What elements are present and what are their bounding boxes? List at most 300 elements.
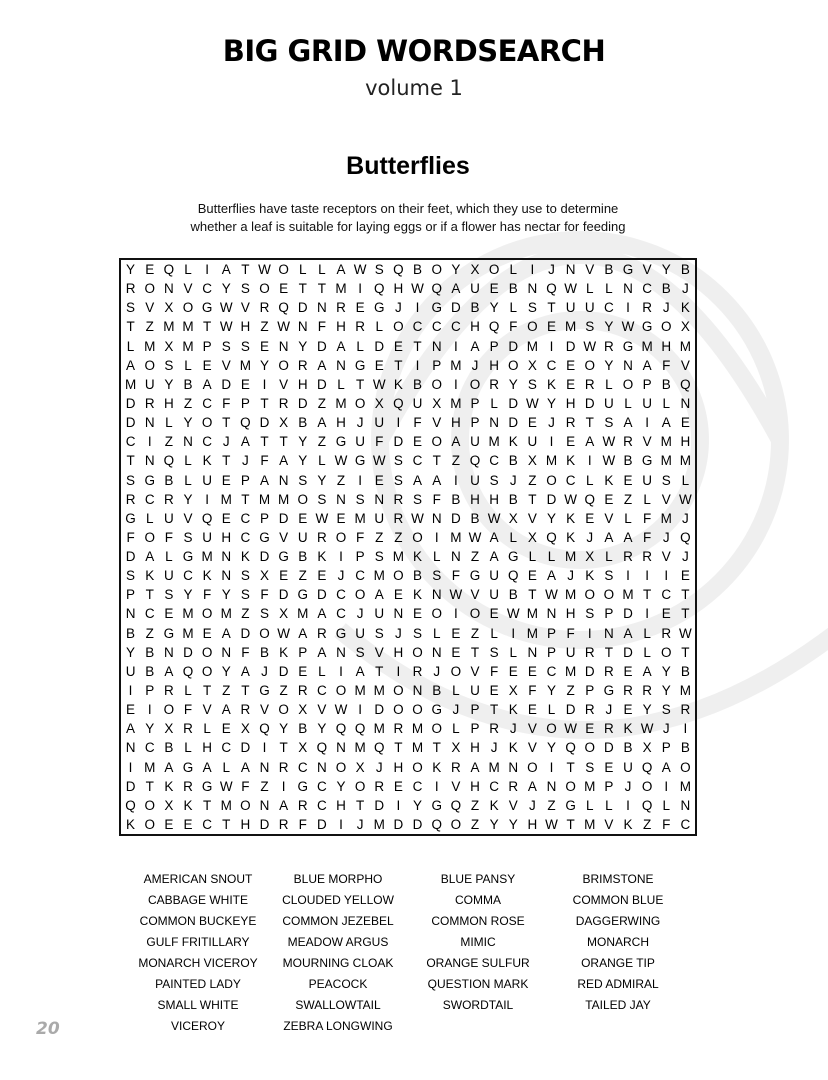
grid-cell[interactable]: P xyxy=(298,644,308,660)
grid-cell[interactable]: Y xyxy=(642,702,652,718)
grid-cell[interactable]: M xyxy=(201,549,213,565)
grid-cell[interactable]: C xyxy=(336,606,346,622)
grid-cell[interactable]: W xyxy=(334,453,348,469)
grid-cell[interactable]: Y xyxy=(298,453,308,469)
grid-cell[interactable]: B xyxy=(259,644,269,660)
grid-cell[interactable]: C xyxy=(202,816,212,832)
grid-cell[interactable]: W xyxy=(372,453,386,469)
grid-cell[interactable]: R xyxy=(163,682,174,698)
grid-cell[interactable]: N xyxy=(546,778,557,794)
grid-cell[interactable]: K xyxy=(566,453,576,469)
grid-cell[interactable]: N xyxy=(393,606,404,622)
grid-cell[interactable]: I xyxy=(549,338,554,354)
grid-cell[interactable]: W xyxy=(411,510,424,526)
grid-cell[interactable]: R xyxy=(623,434,633,450)
grid-cell[interactable]: D xyxy=(623,606,633,622)
grid-cell[interactable]: F xyxy=(241,778,250,794)
grid-cell[interactable]: U xyxy=(355,625,366,641)
grid-cell[interactable]: T xyxy=(413,338,422,354)
grid-cell[interactable]: R xyxy=(604,338,614,354)
grid-cell[interactable]: S xyxy=(126,472,136,488)
grid-cell[interactable]: U xyxy=(374,415,385,431)
grid-cell[interactable]: A xyxy=(202,759,212,775)
grid-cell[interactable]: K xyxy=(604,472,614,488)
grid-cell[interactable]: Q xyxy=(354,721,366,737)
grid-cell[interactable]: E xyxy=(259,338,269,354)
grid-cell[interactable]: G xyxy=(125,510,136,526)
grid-cell[interactable]: K xyxy=(489,797,499,813)
grid-cell[interactable]: T xyxy=(241,491,250,507)
grid-cell[interactable]: T xyxy=(432,453,441,469)
grid-cell[interactable]: S xyxy=(393,453,403,469)
grid-cell[interactable]: X xyxy=(432,395,442,411)
grid-cell[interactable]: Y xyxy=(546,682,556,698)
grid-cell[interactable]: M xyxy=(526,338,538,354)
grid-cell[interactable]: O xyxy=(412,644,423,660)
grid-cell[interactable]: U xyxy=(642,395,653,411)
grid-cell[interactable]: F xyxy=(260,453,269,469)
grid-cell[interactable]: H xyxy=(470,319,480,335)
grid-cell[interactable]: T xyxy=(260,434,269,450)
grid-cell[interactable]: F xyxy=(183,702,193,718)
grid-cell[interactable]: C xyxy=(412,453,423,469)
grid-cell[interactable]: N xyxy=(623,357,633,373)
grid-cell[interactable]: F xyxy=(432,491,441,507)
grid-cell[interactable]: T xyxy=(547,300,556,316)
grid-cell[interactable]: I xyxy=(396,415,401,431)
grid-cell[interactable]: J xyxy=(433,663,441,679)
grid-cell[interactable]: Z xyxy=(470,797,480,813)
grid-cell[interactable]: M xyxy=(182,319,194,335)
grid-cell[interactable]: A xyxy=(336,262,346,278)
grid-cell[interactable]: A xyxy=(451,281,461,297)
grid-cell[interactable]: O xyxy=(622,376,634,392)
grid-cell[interactable]: C xyxy=(144,491,155,507)
grid-cell[interactable]: K xyxy=(432,759,442,775)
grid-cell[interactable]: I xyxy=(664,778,669,794)
grid-cell[interactable]: L xyxy=(586,281,594,297)
grid-cell[interactable]: S xyxy=(413,625,423,641)
grid-cell[interactable]: O xyxy=(144,357,155,373)
grid-cell[interactable]: L xyxy=(624,395,632,411)
grid-cell[interactable]: I xyxy=(415,300,420,316)
grid-cell[interactable]: O xyxy=(144,797,155,813)
grid-cell[interactable]: S xyxy=(604,568,614,584)
grid-cell[interactable]: M xyxy=(297,606,309,622)
grid-cell[interactable]: J xyxy=(395,300,402,316)
grid-cell[interactable]: Y xyxy=(661,682,671,698)
grid-cell[interactable]: W xyxy=(602,453,616,469)
grid-cell[interactable]: S xyxy=(126,568,136,584)
grid-cell[interactable]: L xyxy=(337,376,345,392)
grid-cell[interactable]: R xyxy=(642,682,653,698)
grid-cell[interactable]: D xyxy=(317,376,327,392)
grid-cell[interactable]: W xyxy=(277,319,290,335)
grid-cell[interactable]: W xyxy=(679,491,692,507)
grid-cell[interactable]: Q xyxy=(163,453,175,469)
grid-cell[interactable]: S xyxy=(298,472,308,488)
grid-cell[interactable]: S xyxy=(527,300,537,316)
grid-cell[interactable]: O xyxy=(507,357,519,373)
grid-cell[interactable]: O xyxy=(354,395,366,411)
grid-cell[interactable]: M xyxy=(488,434,500,450)
grid-cell[interactable]: G xyxy=(144,472,155,488)
grid-cell[interactable]: R xyxy=(125,281,136,297)
grid-cell[interactable]: R xyxy=(623,549,633,565)
grid-cell[interactable]: U xyxy=(355,434,366,450)
grid-cell[interactable]: Z xyxy=(317,395,327,411)
grid-cell[interactable]: A xyxy=(489,529,499,545)
grid-cell[interactable]: F xyxy=(260,587,269,603)
grid-cell[interactable]: I xyxy=(128,759,133,775)
grid-cell[interactable]: I xyxy=(396,663,401,679)
grid-cell[interactable]: S xyxy=(374,549,384,565)
grid-cell[interactable]: E xyxy=(527,415,537,431)
grid-cell[interactable]: W xyxy=(315,510,329,526)
grid-cell[interactable]: L xyxy=(184,740,192,756)
grid-cell[interactable]: N xyxy=(546,606,557,622)
grid-cell[interactable]: Y xyxy=(661,262,671,278)
grid-cell[interactable]: V xyxy=(585,262,595,278)
grid-cell[interactable]: B xyxy=(145,644,155,660)
grid-cell[interactable]: X xyxy=(642,740,652,756)
grid-cell[interactable]: A xyxy=(527,778,537,794)
grid-cell[interactable]: X xyxy=(355,759,365,775)
grid-cell[interactable]: O xyxy=(641,778,653,794)
grid-cell[interactable]: O xyxy=(354,587,366,603)
grid-cell[interactable]: H xyxy=(336,319,346,335)
grid-cell[interactable]: K xyxy=(145,568,155,584)
grid-cell[interactable]: U xyxy=(623,759,633,775)
grid-cell[interactable]: B xyxy=(604,262,614,278)
grid-cell[interactable]: W xyxy=(353,262,367,278)
grid-cell[interactable]: J xyxy=(662,529,670,545)
grid-cell[interactable]: I xyxy=(358,472,363,488)
grid-cell[interactable]: Q xyxy=(641,759,653,775)
grid-cell[interactable]: M xyxy=(335,395,347,411)
grid-cell[interactable]: Y xyxy=(508,376,518,392)
grid-cell[interactable]: N xyxy=(374,491,385,507)
grid-cell[interactable]: D xyxy=(278,510,289,526)
grid-cell[interactable]: M xyxy=(354,510,366,526)
grid-cell[interactable]: I xyxy=(453,376,458,392)
grid-cell[interactable]: T xyxy=(202,682,212,698)
grid-cell[interactable]: A xyxy=(355,663,365,679)
grid-cell[interactable]: H xyxy=(661,338,672,354)
grid-cell[interactable]: J xyxy=(586,529,594,545)
grid-cell[interactable]: R xyxy=(412,663,423,679)
grid-cell[interactable]: L xyxy=(432,625,441,641)
grid-cell[interactable]: M xyxy=(584,778,596,794)
grid-cell[interactable]: Y xyxy=(164,376,174,392)
grid-cell[interactable]: D xyxy=(259,415,270,431)
grid-cell[interactable]: A xyxy=(317,357,327,373)
grid-cell[interactable]: G xyxy=(201,300,213,316)
grid-cell[interactable]: K xyxy=(202,453,212,469)
grid-cell[interactable]: P xyxy=(145,682,155,698)
grid-cell[interactable]: N xyxy=(125,606,136,622)
grid-cell[interactable]: V xyxy=(642,262,652,278)
grid-cell[interactable]: S xyxy=(661,702,671,718)
grid-cell[interactable]: Y xyxy=(508,816,518,832)
grid-cell[interactable]: X xyxy=(451,740,461,756)
grid-cell[interactable]: I xyxy=(587,453,592,469)
grid-cell[interactable]: I xyxy=(626,568,630,584)
grid-cell[interactable]: V xyxy=(145,300,155,316)
grid-cell[interactable]: B xyxy=(164,472,174,488)
grid-cell[interactable]: R xyxy=(278,759,289,775)
grid-cell[interactable]: Z xyxy=(528,472,537,488)
grid-cell[interactable]: Q xyxy=(393,262,404,278)
grid-cell[interactable]: G xyxy=(259,682,270,698)
grid-cell[interactable]: I xyxy=(281,778,286,794)
grid-cell[interactable]: R xyxy=(565,415,576,431)
grid-cell[interactable]: A xyxy=(661,415,671,431)
grid-cell[interactable]: E xyxy=(221,510,231,526)
grid-cell[interactable]: J xyxy=(605,702,613,718)
grid-cell[interactable]: L xyxy=(184,357,192,373)
grid-cell[interactable]: I xyxy=(147,434,152,450)
grid-cell[interactable]: L xyxy=(356,338,364,354)
grid-cell[interactable]: S xyxy=(393,472,403,488)
grid-cell[interactable]: B xyxy=(680,262,690,278)
grid-cell[interactable]: G xyxy=(335,625,347,641)
grid-cell[interactable]: G xyxy=(469,568,481,584)
grid-cell[interactable]: H xyxy=(470,740,480,756)
grid-cell[interactable]: K xyxy=(240,549,250,565)
grid-cell[interactable]: D xyxy=(623,644,633,660)
grid-cell[interactable]: D xyxy=(317,338,327,354)
grid-cell[interactable]: Q xyxy=(125,797,136,813)
grid-cell[interactable]: O xyxy=(488,262,500,278)
grid-cell[interactable]: V xyxy=(604,510,614,526)
grid-cell[interactable]: K xyxy=(566,510,576,526)
grid-cell[interactable]: B xyxy=(413,262,423,278)
grid-cell[interactable]: O xyxy=(469,606,481,622)
grid-cell[interactable]: C xyxy=(412,778,423,794)
grid-cell[interactable]: M xyxy=(373,682,385,698)
grid-cell[interactable]: E xyxy=(508,663,518,679)
grid-cell[interactable]: W xyxy=(334,702,348,718)
grid-cell[interactable]: K xyxy=(623,721,633,737)
grid-cell[interactable]: R xyxy=(623,682,633,698)
grid-cell[interactable]: V xyxy=(527,510,537,526)
grid-cell[interactable]: E xyxy=(604,759,614,775)
grid-cell[interactable]: K xyxy=(317,549,327,565)
grid-cell[interactable]: R xyxy=(183,721,193,737)
grid-cell[interactable]: P xyxy=(546,644,556,660)
grid-cell[interactable]: E xyxy=(413,434,423,450)
grid-cell[interactable]: X xyxy=(259,568,269,584)
grid-cell[interactable]: N xyxy=(259,759,270,775)
grid-cell[interactable]: C xyxy=(144,606,155,622)
grid-cell[interactable]: X xyxy=(164,338,174,354)
grid-cell[interactable]: W xyxy=(583,338,597,354)
grid-cell[interactable]: C xyxy=(546,357,557,373)
grid-cell[interactable]: V xyxy=(279,376,289,392)
grid-cell[interactable]: A xyxy=(240,759,250,775)
grid-cell[interactable]: R xyxy=(604,721,614,737)
grid-cell[interactable]: E xyxy=(585,510,595,526)
letter-grid[interactable] xyxy=(119,258,697,836)
grid-cell[interactable]: R xyxy=(278,395,289,411)
grid-cell[interactable]: L xyxy=(586,472,594,488)
grid-cell[interactable]: M xyxy=(622,587,634,603)
grid-cell[interactable]: N xyxy=(183,434,193,450)
grid-cell[interactable]: M xyxy=(450,395,462,411)
grid-cell[interactable]: D xyxy=(240,740,251,756)
grid-cell[interactable]: Y xyxy=(221,587,231,603)
grid-cell[interactable]: Y xyxy=(183,415,193,431)
grid-cell[interactable]: Q xyxy=(488,319,500,335)
grid-cell[interactable]: L xyxy=(662,395,671,411)
grid-cell[interactable]: J xyxy=(452,702,460,718)
grid-cell[interactable]: M xyxy=(565,663,577,679)
grid-cell[interactable]: X xyxy=(527,529,537,545)
grid-cell[interactable]: Z xyxy=(260,319,269,335)
grid-cell[interactable]: L xyxy=(299,262,307,278)
grid-cell[interactable]: B xyxy=(661,281,671,297)
grid-cell[interactable]: S xyxy=(126,300,136,316)
grid-cell[interactable]: Q xyxy=(469,453,481,469)
grid-cell[interactable]: G xyxy=(259,529,270,545)
grid-cell[interactable]: V xyxy=(221,357,231,373)
grid-cell[interactable]: L xyxy=(605,549,613,565)
grid-cell[interactable]: N xyxy=(431,587,442,603)
grid-cell[interactable]: V xyxy=(432,415,442,431)
grid-cell[interactable]: O xyxy=(603,587,615,603)
grid-cell[interactable]: J xyxy=(337,568,345,584)
grid-cell[interactable]: K xyxy=(413,549,423,565)
grid-cell[interactable]: E xyxy=(451,625,461,641)
grid-cell[interactable]: W xyxy=(679,625,692,641)
grid-cell[interactable]: Y xyxy=(221,281,231,297)
grid-cell[interactable]: B xyxy=(508,587,518,603)
grid-cell[interactable]: L xyxy=(184,453,192,469)
grid-cell[interactable]: V xyxy=(202,702,212,718)
grid-cell[interactable]: O xyxy=(584,740,596,756)
grid-cell[interactable]: M xyxy=(641,338,653,354)
grid-cell[interactable]: P xyxy=(642,376,652,392)
grid-cell[interactable]: E xyxy=(623,472,633,488)
grid-cell[interactable]: F xyxy=(662,357,671,373)
grid-cell[interactable]: M xyxy=(565,319,577,335)
grid-cell[interactable]: U xyxy=(202,472,212,488)
grid-cell[interactable]: O xyxy=(431,606,442,622)
grid-cell[interactable]: W xyxy=(545,816,558,832)
grid-cell[interactable]: D xyxy=(374,338,385,354)
grid-cell[interactable]: A xyxy=(604,529,614,545)
grid-cell[interactable]: V xyxy=(470,663,480,679)
grid-cell[interactable]: Q xyxy=(393,395,404,411)
grid-cell[interactable]: E xyxy=(489,606,499,622)
grid-cell[interactable]: M xyxy=(354,682,366,698)
grid-cell[interactable]: L xyxy=(184,262,192,278)
grid-cell[interactable]: E xyxy=(566,376,576,392)
grid-cell[interactable]: I xyxy=(664,568,669,584)
grid-cell[interactable]: G xyxy=(603,682,615,698)
grid-cell[interactable]: Q xyxy=(641,797,653,813)
grid-cell[interactable]: M xyxy=(144,759,156,775)
grid-cell[interactable]: O xyxy=(278,357,289,373)
grid-cell[interactable]: G xyxy=(335,434,347,450)
grid-cell[interactable]: X xyxy=(164,797,174,813)
grid-cell[interactable]: W xyxy=(621,319,635,335)
grid-cell[interactable]: O xyxy=(680,759,691,775)
grid-cell[interactable]: R xyxy=(642,549,653,565)
grid-cell[interactable]: A xyxy=(374,587,384,603)
grid-cell[interactable]: H xyxy=(393,281,404,297)
grid-cell[interactable]: G xyxy=(297,587,309,603)
grid-cell[interactable]: A xyxy=(642,357,652,373)
grid-cell[interactable]: V xyxy=(508,797,518,813)
grid-cell[interactable]: A xyxy=(623,529,633,545)
grid-cell[interactable]: L xyxy=(490,625,498,641)
grid-cell[interactable]: H xyxy=(450,415,461,431)
grid-cell[interactable]: Q xyxy=(259,721,270,737)
grid-cell[interactable]: Y xyxy=(546,740,556,756)
grid-cell[interactable]: T xyxy=(202,797,212,813)
grid-cell[interactable]: S xyxy=(355,491,365,507)
grid-cell[interactable]: K xyxy=(126,816,136,832)
grid-cell[interactable]: F xyxy=(413,415,422,431)
grid-cell[interactable]: T xyxy=(470,644,480,660)
grid-cell[interactable]: Q xyxy=(201,510,213,526)
grid-cell[interactable]: D xyxy=(259,816,270,832)
grid-cell[interactable]: E xyxy=(221,721,231,737)
grid-cell[interactable]: S xyxy=(164,587,174,603)
grid-cell[interactable]: I xyxy=(262,740,267,756)
grid-cell[interactable]: C xyxy=(450,319,461,335)
grid-cell[interactable]: E xyxy=(126,702,136,718)
grid-cell[interactable]: V xyxy=(317,702,327,718)
grid-cell[interactable]: J xyxy=(356,606,364,622)
grid-cell[interactable]: J xyxy=(261,663,268,679)
grid-cell[interactable]: S xyxy=(240,587,250,603)
grid-cell[interactable]: O xyxy=(469,376,481,392)
grid-cell[interactable]: N xyxy=(297,319,308,335)
grid-cell[interactable]: T xyxy=(489,702,499,718)
grid-cell[interactable]: C xyxy=(546,663,557,679)
grid-cell[interactable]: O xyxy=(163,702,175,718)
grid-cell[interactable]: Y xyxy=(126,262,136,278)
grid-cell[interactable]: P xyxy=(240,472,250,488)
grid-cell[interactable]: W xyxy=(487,510,501,526)
grid-cell[interactable]: T xyxy=(126,453,135,469)
grid-cell[interactable]: A xyxy=(145,549,155,565)
grid-cell[interactable]: S xyxy=(240,338,250,354)
grid-cell[interactable]: Y xyxy=(183,587,193,603)
grid-cell[interactable]: I xyxy=(453,472,458,488)
grid-cell[interactable]: O xyxy=(431,434,442,450)
grid-cell[interactable]: G xyxy=(622,338,634,354)
grid-cell[interactable]: R xyxy=(125,491,136,507)
grid-cell[interactable]: Y xyxy=(546,395,556,411)
grid-cell[interactable]: M xyxy=(526,625,538,641)
grid-cell[interactable]: W xyxy=(219,319,233,335)
grid-cell[interactable]: M xyxy=(182,606,194,622)
grid-cell[interactable]: S xyxy=(585,319,595,335)
grid-cell[interactable]: E xyxy=(298,663,308,679)
grid-cell[interactable]: F xyxy=(164,529,173,545)
grid-cell[interactable]: D xyxy=(374,797,385,813)
grid-cell[interactable]: E xyxy=(451,644,461,660)
grid-cell[interactable]: W xyxy=(564,281,577,297)
grid-cell[interactable]: F xyxy=(298,816,307,832)
grid-cell[interactable]: W xyxy=(449,587,463,603)
grid-cell[interactable]: K xyxy=(508,740,518,756)
grid-cell[interactable]: Z xyxy=(164,434,173,450)
